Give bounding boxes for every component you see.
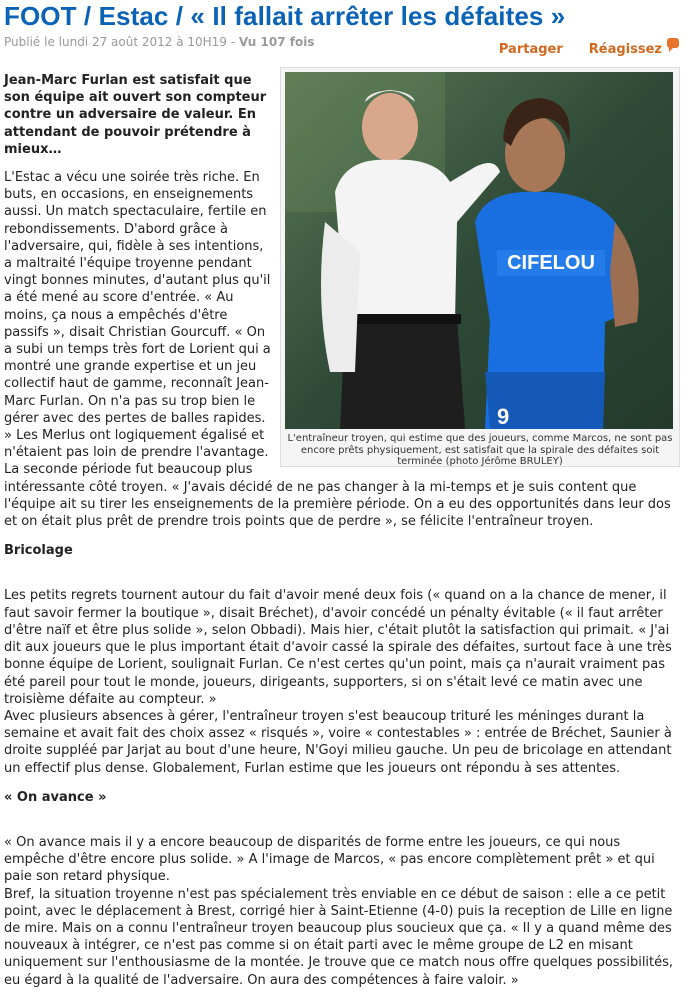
- article-body: [4, 72, 680, 989]
- article-lead: Jean-Marc Furlan est satisfait que son équipe ait ouvert son compteur contre un adversaire de valeur. En attendant de pouvoir prétendre à mieux…: [4, 73, 267, 157]
- paragraph: L'Estac a vécu une soirée très riche. En buts, en occasions, en enseignements aussi. Un match spectaculaire, fertile en rebondissements. D'abord grâce à l'adversaire, qui, fidèle à ses intentions, a maltraité l'équipe troyenne pendant vingt bonnes minutes, d'autant plus qu'il a été mené au score d'entrée. « Au moins, ça nous a empêchés d'être passifs », disait Christian Gourcuff. « On a subi un temps très fort de Lorient qui a montré une grande expertise et un jeu collectif haut de gamme, reconnaît Jean-Marc Furlan. On n'a pas su trop bien le gérer avec des pertes de balles rapides. » Les Merlus ont logiquement égalisé et n'étaient pas loin de prendre l'avantage.: [4, 170, 271, 461]
- jersey-number: 9: [497, 404, 510, 429]
- jersey-text: CIFELOU: [507, 252, 595, 274]
- paragraph: Les petits regrets tournent autour du fait d'avoir mené deux fois (« quand on a la chance de mener, il faut savoir fermer la boutique », disait Bréchet), d'avoir concédé un pénalty évitable (« il faut arrêter d'être naïf et être plus solide », selon Obbadi). Mais hier, c'était plutôt la satisfaction qui primait. « J'ai dit aux joueurs que le plus important était d'avoir cassé la spirale des défaites, surtout face à une très bonne équipe de Lorient, soulignait Furlan. Ce n'est certes qu'un point, mais ça n'aurait vraiment pas été pareil pour tout le monde, joueurs, dirigeants, supporters, si on s'était levé ce matin avec une troisième défaite au compteur. »: [4, 588, 672, 707]
- article-figure: [280, 67, 680, 467]
- article-meta: [4, 35, 314, 49]
- paragraph: La seconde période fut beaucoup plus intéressante côté troyen. « J'avais décidé de ne pas changer à la mi-temps et je suis content que l'équipe ait su tirer les enseignements de la première période. On a eu des opportunités dans leur dos et on était plus prêt de prendre trois points que de perdre », se félicite l'entraîneur troyen.: [4, 462, 671, 530]
- react-link[interactable]: Réagissez: [588, 42, 662, 57]
- share-link[interactable]: Partager: [498, 42, 563, 57]
- view-count: Vu 107 fois: [238, 35, 315, 49]
- paragraph: Avec plusieurs absences à gérer, l'entraîneur troyen s'est beaucoup trituré les méninges durant la semaine et avait fait des choix assez « risqués », voire « contestables » : entrée de Bréchet, Saunier à droite suppléé par Jarjat au bout d'une heure, N'Goyi milieu gauche. Un peu de bricolage en attendant un effectif plus dense. Globalement, Furlan estime que les joueurs ont répondu à ses attentes.: [4, 708, 672, 776]
- paragraph: Bref, la situation troyenne n'est pas spécialement très enviable en ce début de saison : elle a ce petit point, avec le déplacement à Brest, corrigé hier à Saint-Etienne (4-0) puis la reception de Lille en ligne de mire. Mais on a connu l'entraîneur troyen beaucoup plus soucieux que ça. « Il y a quand même des nouveaux à intégrer, ce n'est pas comme si on était parti avec le même groupe de L2 en misant uniquement sur l'enthousiasme de la montée. Je trouve que ce match nous offre quelques possibilités, eu égard à la qualité de l'adversaire. On aura des compétences à faire valoir. »: [4, 886, 674, 988]
- comment-icon[interactable]: [667, 38, 679, 48]
- publish-date: Publié le lundi 27 août 2012 à 10H19: [4, 35, 227, 49]
- article-title: FOOT / Estac / « Il fallait arrêter les défaites »: [4, 1, 566, 31]
- paragraph: « On avance mais il y a encore beaucoup de disparités de forme entre les joueurs, ce qui nous empêche d'être encore plus solide. » A l'image de Marcos, « pas encore complètement prêt » et qui paie son retard physique.: [4, 834, 655, 885]
- coach-and-player-illustration: [285, 72, 673, 429]
- article-actions: [473, 42, 679, 57]
- subheading-on-avance: « On avance »: [4, 789, 107, 805]
- article-photo[interactable]: [285, 72, 673, 429]
- subheading-bricolage: Bricolage: [4, 543, 73, 559]
- meta-separator: -: [226, 35, 239, 49]
- photo-caption: L'entraîneur troyen, qui estime que des joueurs, comme Marcos, ne sont pas encore prêts physiquement, est satisfait que la spirale des défaites soit terminée (photo Jérôme BRULEY): [287, 433, 673, 467]
